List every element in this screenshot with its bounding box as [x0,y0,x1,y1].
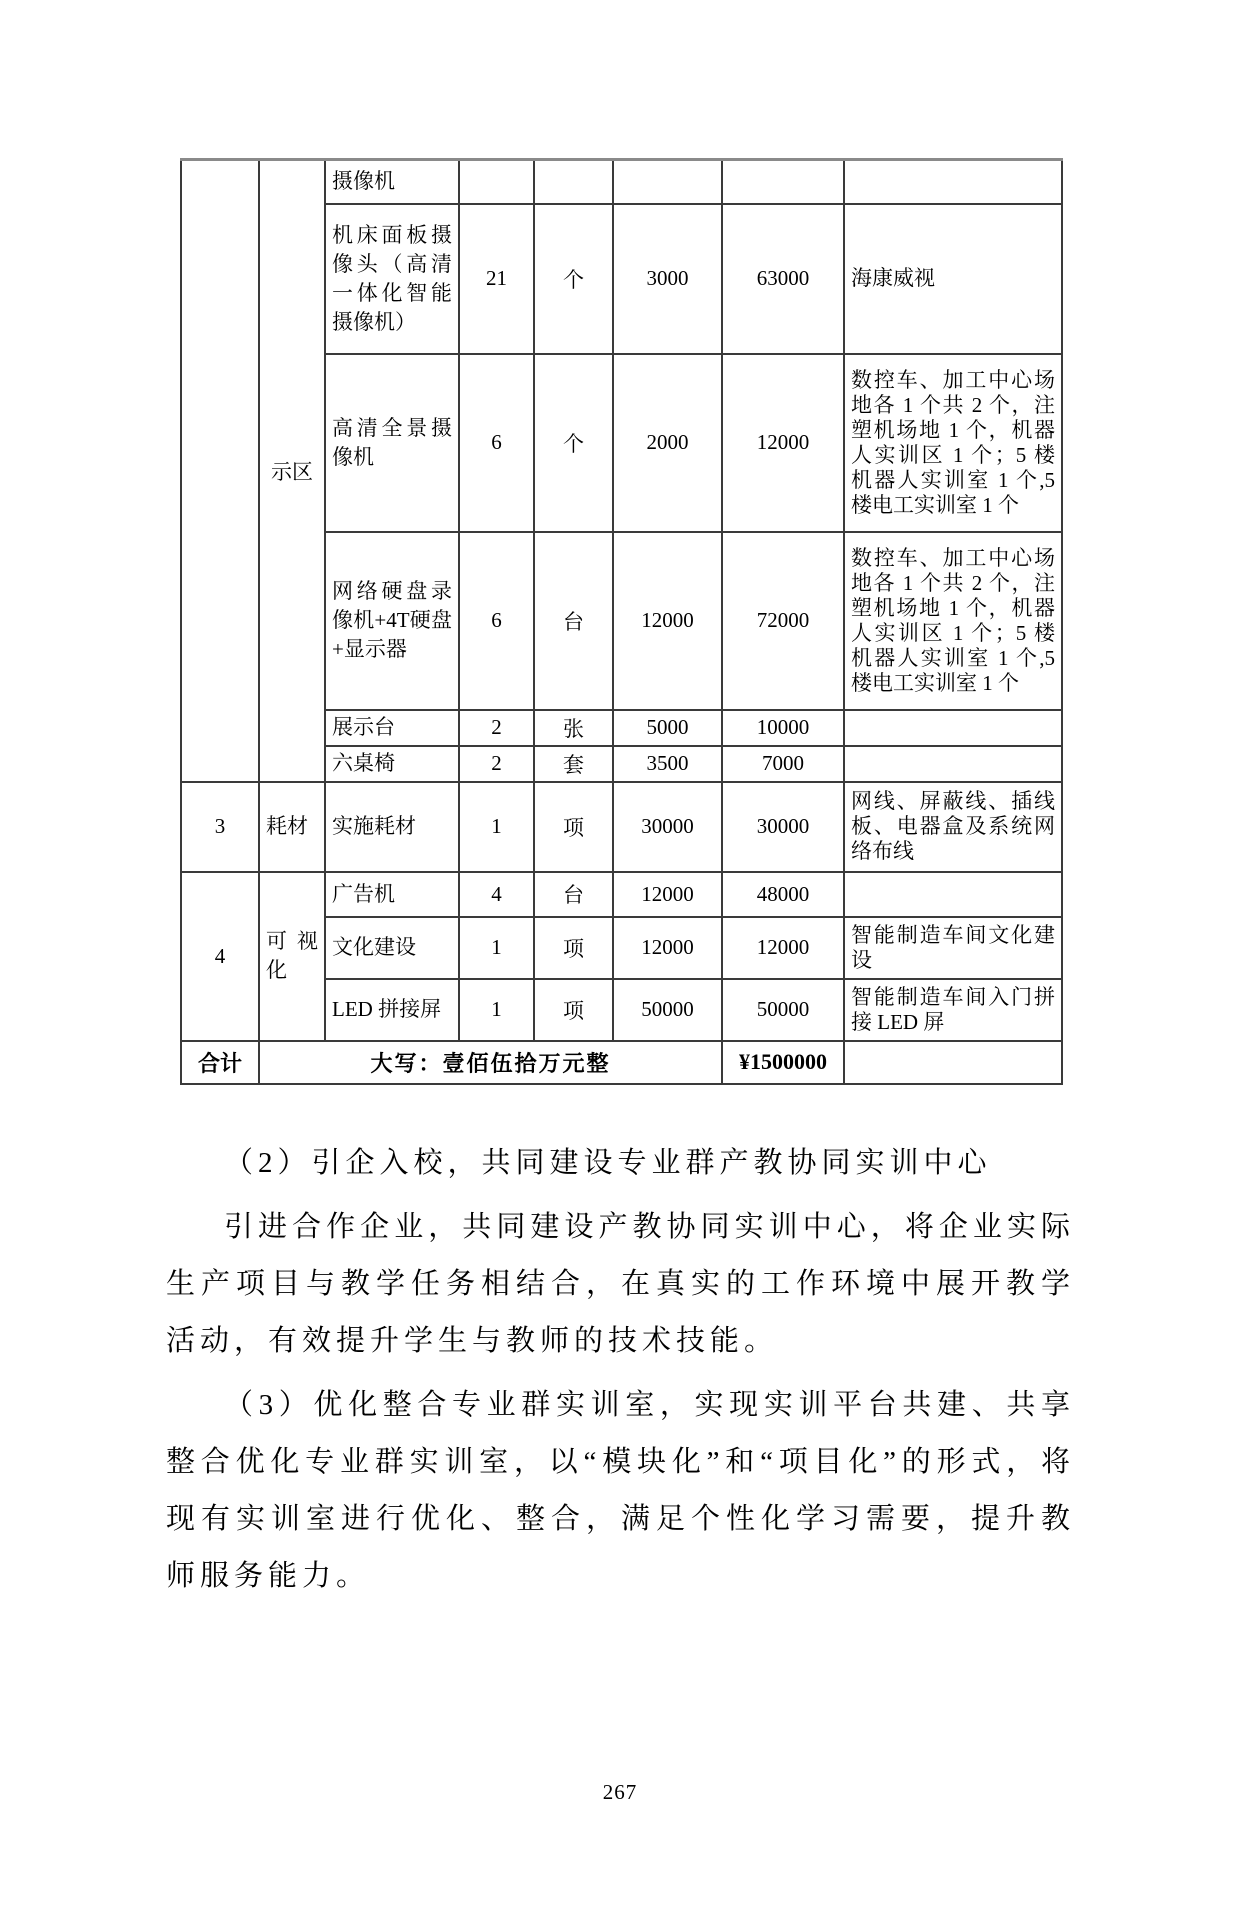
total-row [181,1041,1062,1084]
unit-price-cell [613,160,722,204]
note-cell: 智能制造车间入门拼接 LED 屏 [844,979,1062,1041]
item-name-cell: 摄像机 [325,160,459,204]
table-row [181,872,1062,917]
seq-cell [181,160,259,782]
seq-cell: 3 [181,782,259,872]
unit-price-cell: 3500 [613,746,722,782]
paragraph-heading-2: （2）引企入校，共同建设专业群产教协同实训中心 [224,1146,992,1179]
unit-cell: 个 [534,204,613,354]
item-name-cell: 高清全景摄像机 [325,354,459,532]
unit-cell: 台 [534,872,613,917]
note-cell: 数控车、加工中心场地各 1 个共 2 个，注塑机场地 1 个，机器人实训区 1 个；5 楼机器人实训室 1 个,5 楼电工实训室 1 个 [844,354,1062,532]
note-cell [844,746,1062,782]
item-name-cell: 文化建设 [325,917,459,979]
note-cell [844,872,1062,917]
note-cell: 数控车、加工中心场地各 1 个共 2 个，注塑机场地 1 个，机器人实训区 1 个；5 楼机器人实训室 1 个,5 楼电工实训室 1 个 [844,532,1062,710]
item-name-cell: LED 拼接屏 [325,979,459,1041]
qty-cell: 1 [459,782,534,872]
qty-cell: 21 [459,204,534,354]
item-name-cell: 广告机 [325,872,459,917]
amount-in-words-cell: 大写：壹佰伍拾万元整 [259,1041,722,1084]
unit-price-cell: 50000 [613,979,722,1041]
category-cell: 耗材 [259,782,325,872]
note-cell [844,160,1062,204]
total-price-cell: 7000 [722,746,844,782]
unit-price-cell: 3000 [613,204,722,354]
item-name-cell: 网络硬盘录像机+4T硬盘+显示器 [325,532,459,710]
unit-price-cell: 5000 [613,710,722,746]
document-page [0,158,1240,1912]
unit-cell: 项 [534,979,613,1041]
grand-total-cell: ¥1500000 [722,1041,844,1084]
qty-cell [459,160,534,204]
note-cell [844,1041,1062,1084]
unit-price-cell: 30000 [613,782,722,872]
qty-cell: 2 [459,710,534,746]
table-row [181,160,1062,204]
unit-price-cell: 2000 [613,354,722,532]
unit-cell [534,160,613,204]
qty-cell: 6 [459,532,534,710]
item-name-cell: 展示台 [325,710,459,746]
total-label-cell: 合计 [181,1041,259,1084]
item-name-cell: 机床面板摄像头（高清一体化智能摄像机） [325,204,459,354]
total-price-cell: 12000 [722,354,844,532]
total-price-cell: 12000 [722,917,844,979]
paragraph-heading-3: （3）优化整合专业群实训室，实现实训平台共建、共享整合优化专业群实训室，以“模块化”和“项目化”的形式，将现有实训室进行优化、整合，满足个性化学习需要，提升教师服务能力。 [166,1388,1075,1592]
paragraph-body-2: 引进合作企业，共同建设产教协同实训中心，将企业实际生产项目与教学任务相结合，在真实的工作环境中展开教学活动，有效提升学生与教师的技术技能。 [166,1210,1075,1357]
unit-price-cell: 12000 [613,532,722,710]
qty-cell: 1 [459,917,534,979]
unit-price-cell: 12000 [613,917,722,979]
body-text [166,1135,1075,1605]
unit-cell: 项 [534,917,613,979]
note-cell [844,710,1062,746]
note-cell: 智能制造车间文化建设 [844,917,1062,979]
unit-cell: 张 [534,710,613,746]
procurement-table [180,158,1063,1085]
qty-cell: 2 [459,746,534,782]
table-row [181,782,1062,872]
total-price-cell: 30000 [722,782,844,872]
total-price-cell: 50000 [722,979,844,1041]
total-price-cell: 72000 [722,532,844,710]
total-price-cell: 10000 [722,710,844,746]
category-cell: 示区 [259,160,325,782]
item-name-cell: 实施耗材 [325,782,459,872]
unit-cell: 套 [534,746,613,782]
unit-cell: 台 [534,532,613,710]
unit-cell: 个 [534,354,613,532]
total-price-cell: 48000 [722,872,844,917]
unit-cell: 项 [534,782,613,872]
qty-cell: 1 [459,979,534,1041]
page-number: 267 [602,1780,638,1804]
note-cell: 海康威视 [844,204,1062,354]
unit-price-cell: 12000 [613,872,722,917]
qty-cell: 4 [459,872,534,917]
total-price-cell: 63000 [722,204,844,354]
item-name-cell: 六桌椅 [325,746,459,782]
qty-cell: 6 [459,354,534,532]
seq-cell: 4 [181,872,259,1041]
total-price-cell [722,160,844,204]
category-cell: 可视化 [259,872,325,1041]
note-cell: 网线、屏蔽线、插线板、电器盒及系统网络布线 [844,782,1062,872]
